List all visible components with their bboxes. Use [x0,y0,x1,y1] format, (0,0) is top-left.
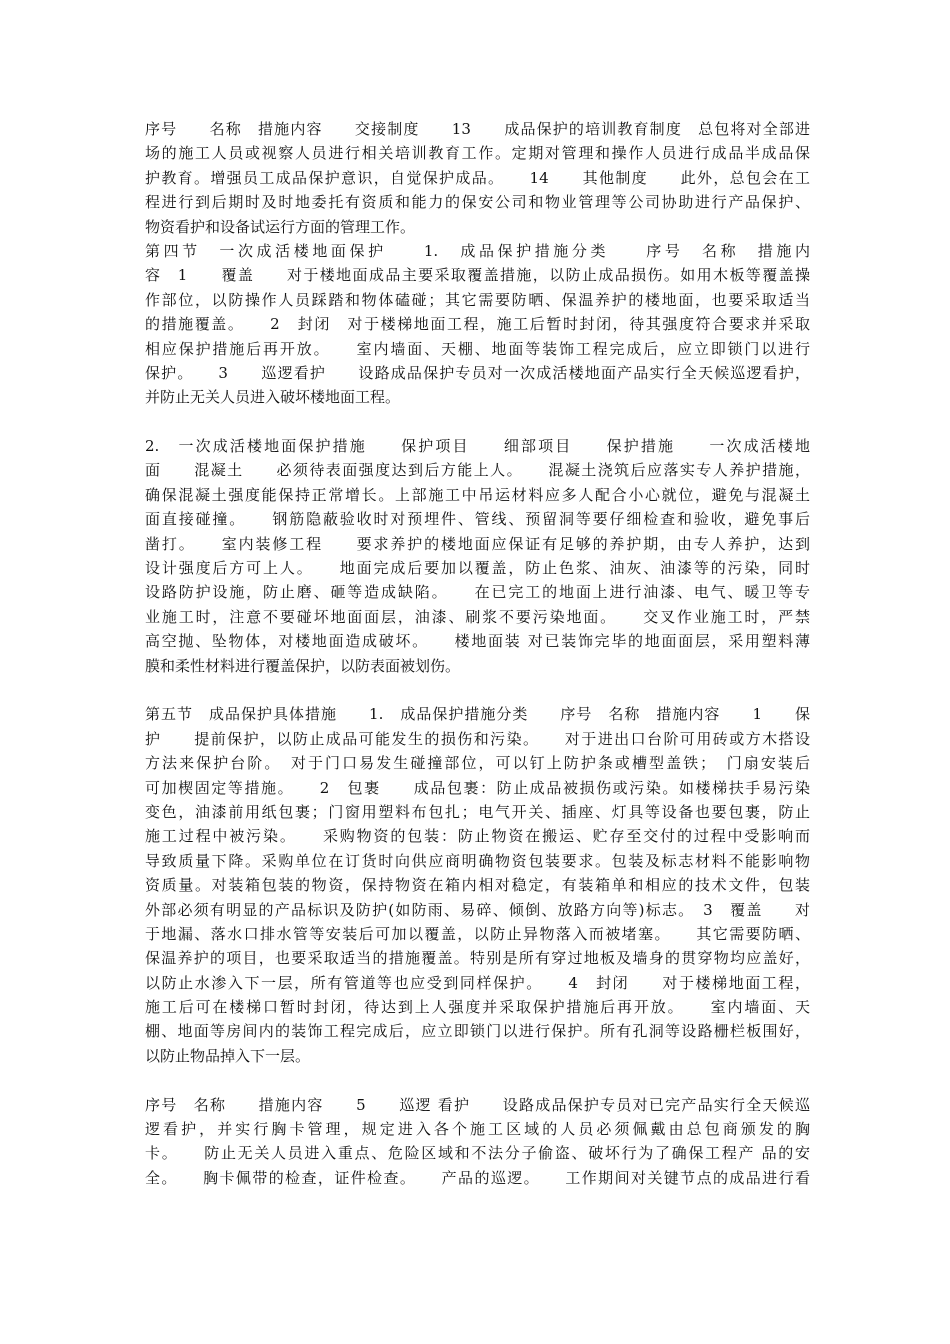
text-line: 保护。 3 巡逻看护 设路成品保护专员对一次成活楼地面产品实行全天候巡逻看护， [145,363,810,382]
paragraph-handover-system [145,117,810,239]
text-line: 膜和柔性材料进行覆盖保护，以防表面被划伤。 [145,656,461,675]
paragraph-gap [145,410,810,434]
text-line: 以防止物品掉入下一层。 [145,1046,311,1065]
text-line: 2. 一次成活楼地面保护措施 保护项目 细部项目 保护措施 一次成活楼地 [145,437,810,456]
text-line: 的措施覆盖。 2 封闭 对于楼梯地面工程，施工后暂时封闭，待其强度符合要求并采取 [145,315,810,334]
text-line: 外部必须有明显的产品标识及防护(如防雨、易碎、倾倒、放路方向等)标志。 3 覆盖 对 [145,900,810,919]
text-line: 场的施工人员或视察人员进行相关培训教育工作。定期对管理和操作人员进行成品半成品保 [145,144,810,163]
section-heading-line: 第五节 成品保护具体措施 1. 成品保护措施分类 序号 名称 措施内容 1 保 [145,705,810,724]
text-line: 导致质量下降。采购单位在订货时向供应商明确物资包装要求。包装及标志材料不能影响物 [145,851,810,870]
paragraph-gap [145,678,810,702]
text-line: 变色，油漆前用纸包裹；门窗用塑料布包扎；电气开关、插座、灯具等设备也要包裹，防止 [145,802,810,821]
text-line: 护 提前保护，以防止成品可能发生的损伤和污染。 对于进出口台阶可用砖或方木搭设 [145,729,810,748]
text-line: 面直接碰撞。 钢筋隐蔽验收时对预埋件、管线、预留洞等要仔细检查和验收，避免事后 [145,510,810,529]
text-line: 棚、地面等房间内的装饰工程完成后，应立即锁门以进行保护。所有孔洞等设路栅栏板围好， [145,1022,810,1041]
text-line: 高空抛、坠物体，对楼地面造成破坏。 楼地面装 对已装饰完毕的地面面层，采用塑料薄 [145,632,810,651]
text-line: 保温养护的项目，也要采取适当的措施覆盖。特别是所有穿过地板及墙身的贯穿物均应盖好， [145,949,810,968]
section-heading-line: 第四节 一次成活楼地面保护 1. 成品保护措施分类 序号 名称 措施内 [145,241,810,260]
text-line: 护教育。增强员工成品保护意识，自觉保护成品。 14 其他制度 此外，总包会在工 [145,168,810,187]
text-line: 可加楔固定等措施。 2 包裹 成品包裹：防止成品被损伤或污染。如楼梯扶手易污染 [145,778,810,797]
paragraph-patrol-measures [145,1093,810,1191]
text-line: 业施工时，注意不要碰坏地面面层，油漆、刷浆不要污染地面。 交叉作业施工时，严禁 [145,607,810,626]
paragraph-section-five [145,702,810,1068]
text-line: 并防止无关人员进入破坏楼地面工程。 [145,388,401,407]
text-line: 以防止水渗入下一层，所有管道等也应受到同样保护。 4 封闭 对于楼梯地面工程， [145,973,810,992]
text-line: 逻看护，并实行胸卡管理，规定进入各个施工区域的人员必须佩戴由总包商颁发的胸 [145,1120,810,1139]
text-line: 资质量。对装箱包装的物资，保持物资在箱内相对稳定，有装箱单和相应的技术文件，包装 [145,876,810,895]
text-line: 凿打。 室内装修工程 要求养护的楼地面应保证有足够的养护期，由专人养护，达到 [145,534,810,553]
text-line: 相应保护措施后再开放。 室内墙面、天棚、地面等装饰工程完成后，应立即锁门以进行 [145,339,810,358]
text-line: 方法来保护台阶。 对于门口易发生碰撞部位，可以钉上防护条或槽型盖铁； 门扇安装后 [145,754,810,773]
text-line: 设计强度后方可上人。 地面完成后要加以覆盖，防止色浆、油灰、油漆等的污染，同时 [145,559,810,578]
text-line: 于地漏、落水口排水管等安装后可加以覆盖，以防止异物落入而被堵塞。 其它需要防晒、 [145,924,810,943]
text-line: 施工后可在楼梯口暂时封闭，待达到上人强度并采取保护措施后再开放。 室内墙面、天 [145,998,810,1017]
text-line: 序号 名称 措施内容 5 巡逻 看护 设路成品保护专员对已完产品实行全天候巡 [145,1095,810,1114]
text-line: 确保混凝土强度能保持正常增长。上部施工中吊运材料应多人配合小心就位，避免与混凝土 [145,485,810,504]
text-line: 序号 名称 措施内容 交接制度 13 成品保护的培训教育制度 总包将对全部进 [145,120,810,138]
text-line: 施工过程中被污染。 采购物资的包装：防止物资在搬运、贮存至交付的过程中受影响而 [145,827,810,846]
text-line: 设路防护设施，防止磨、砸等造成缺陷。 在已完工的地面上进行油漆、电气、暖卫等专 [145,583,810,602]
paragraph-gap [145,1068,810,1092]
text-line: 程进行到后期时及时地委托有资质和能力的保安公司和物业管理等公司协助进行产品保护、 [145,193,810,212]
document-page [145,117,810,1190]
text-line: 作部位，以防操作人员踩踏和物体磕碰；其它需要防晒、保温养护的楼地面，也要采取适当 [145,290,810,309]
text-line: 物资看护和设备试运行方面的管理工作。 [145,217,416,236]
text-line: 面 混凝土 必须待表面强度达到后方能上人。 混凝土浇筑后应落实专人养护措施， [145,461,810,480]
text-line: 卡。 防止无关人员进入重点、危险区域和不法分子偷盗、破坏行为了确保工程产 品的安 [145,1144,810,1163]
text-line: 容 1 覆盖 对于楼地面成品主要采取覆盖措施，以防止成品损伤。如用木板等覆盖操 [145,266,810,285]
paragraph-floor-protection-measures [145,434,810,678]
paragraph-section-four [145,239,810,410]
text-line: 全。 胸卡佩带的检查，证件检查。 产品的巡逻。 工作期间对关键节点的成品进行看 [145,1168,810,1187]
